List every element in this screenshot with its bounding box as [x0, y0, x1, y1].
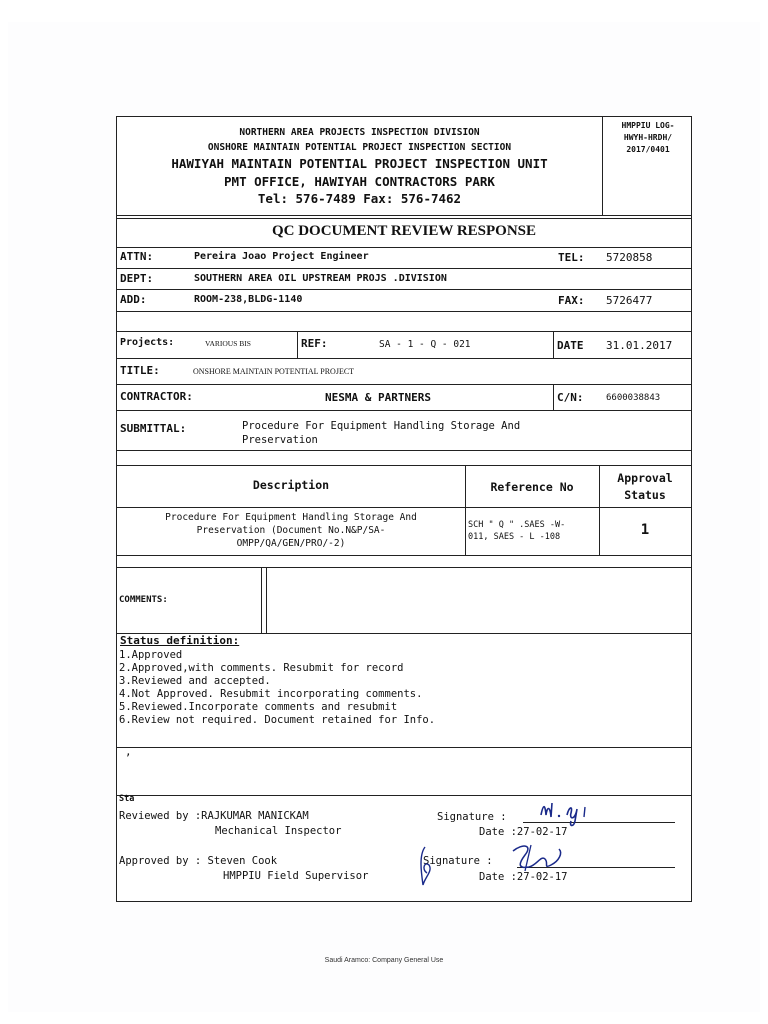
projects-label: Projects:: [120, 337, 175, 348]
signature-label-1: Signature :: [437, 811, 507, 823]
stray-mark: ,: [125, 745, 132, 758]
divider: [117, 311, 691, 312]
attn-value: Pereira Joao Project Engineer: [194, 251, 369, 262]
approval-header-line-1: Approval: [617, 471, 673, 485]
divider: [117, 555, 691, 556]
tel-value: 5720858: [606, 251, 653, 264]
reviewed-by: Reviewed by :RAJKUMAR MANICKAM: [119, 810, 309, 822]
divider: [117, 747, 691, 748]
approval-status-value: 1: [640, 522, 650, 538]
description-cell-line-2: Preservation (Document No.N&P/SA-: [196, 525, 386, 536]
fax-value: 5726477: [606, 294, 653, 307]
divider: [266, 567, 267, 633]
header-line-4: PMT OFFICE, HAWIYAH CONTRACTORS PARK: [224, 174, 495, 189]
status-item: 3.Reviewed and accepted.: [119, 675, 271, 687]
divider: [117, 507, 691, 508]
reviewer-signature: [535, 799, 605, 829]
status-definition-heading: Status definition:: [120, 634, 240, 647]
projects-value: VARIOUS BIS: [205, 339, 251, 348]
date-label: DATE: [557, 339, 584, 352]
reference-cell-line-1: SCH " Q " .SAES -W-: [468, 520, 566, 530]
divider: [465, 465, 466, 555]
cn-value: 6600038843: [606, 393, 661, 403]
submittal-label: SUBMITTAL:: [120, 422, 187, 435]
attn-label: ATTN:: [120, 250, 154, 263]
header-line-2: ONSHORE MAINTAIN POTENTIAL PROJECT INSPECTION SECTION: [207, 142, 512, 153]
header-line-3: HAWIYAH MAINTAIN POTENTIAL PROJECT INSPECTION UNIT: [171, 156, 548, 171]
review-form: [116, 116, 692, 902]
divider: [117, 268, 691, 269]
submittal-line-2: Preservation: [242, 434, 318, 446]
log-number-line-2: HWYH-HRDH/: [623, 133, 673, 142]
sta-label: Sta: [119, 794, 135, 804]
divider: [553, 331, 554, 358]
title-label: TITLE:: [120, 364, 160, 377]
signature-label-2: Signature :: [423, 855, 493, 867]
contractor-label: CONTRACTOR:: [120, 390, 193, 403]
divider: [117, 289, 691, 290]
approver-signature: [413, 841, 593, 891]
date-2: Date :27-02-17: [479, 871, 568, 883]
contractor-value: NESMA & PARTNERS: [325, 391, 431, 404]
approved-role: HMPPIU Field Supervisor: [223, 870, 369, 882]
dept-label: DEPT:: [120, 272, 154, 285]
dept-value: SOUTHERN AREA OIL UPSTREAM PROJS .DIVISION: [194, 273, 447, 284]
ref-value: SA - 1 - Q - 021: [379, 339, 471, 350]
comments-label: COMMENTS:: [119, 595, 168, 605]
header-phone: Tel: 576-7489 Fax: 576-7462: [257, 191, 462, 206]
date-1: Date :27-02-17: [479, 826, 568, 838]
header-line-1: NORTHERN AREA PROJECTS INSPECTION DIVISION: [239, 127, 480, 138]
date-value: 31.01.2017: [606, 339, 673, 352]
header-divider: [602, 117, 603, 215]
divider: [117, 795, 691, 796]
description-cell-line-1: Procedure For Equipment Handling Storage And: [165, 512, 417, 523]
add-label: ADD:: [120, 293, 147, 306]
divider: [117, 410, 691, 411]
divider: [117, 247, 691, 248]
divider: [117, 450, 691, 451]
footer-classification: Saudi Aramco: Company General Use: [324, 957, 444, 964]
fax-label: FAX:: [558, 294, 585, 307]
divider: [117, 215, 691, 216]
form-title: QC DOCUMENT REVIEW RESPONSE: [271, 223, 537, 239]
approved-by: Approved by : Steven Cook: [119, 855, 278, 867]
description-cell-line-3: OMPP/QA/GEN/PRO/-2): [236, 538, 346, 549]
reviewed-role: Mechanical Inspector: [215, 825, 342, 837]
divider: [261, 567, 262, 633]
ref-label: REF:: [301, 337, 328, 350]
divider: [117, 331, 691, 332]
tel-label: TEL:: [558, 251, 585, 264]
divider: [117, 358, 691, 359]
status-item: 4.Not Approved. Resubmit incorporating comments.: [119, 688, 423, 700]
divider: [297, 331, 298, 358]
status-item: 1.Approved: [119, 649, 183, 661]
reference-cell-line-2: 011, SAES - L -108: [468, 532, 561, 542]
divider: [117, 384, 691, 385]
divider: [117, 567, 691, 568]
log-number-line-1: HMPPIU LOG-: [621, 121, 675, 130]
title-value: ONSHORE MAINTAIN POTENTIAL PROJECT: [193, 367, 355, 376]
reference-header: Reference No: [490, 480, 574, 494]
status-item: 6.Review not required. Document retained for Info.: [119, 714, 436, 726]
status-item: 5.Reviewed.Incorporate comments and resubmit: [119, 701, 398, 713]
cn-label: C/N:: [557, 391, 584, 404]
divider: [117, 218, 691, 219]
description-header: Description: [252, 478, 330, 492]
submittal-line-1: Procedure For Equipment Handling Storage And: [242, 420, 521, 432]
log-number-line-3: 2017/0401: [626, 145, 670, 154]
add-value: ROOM-238,BLDG-1140: [194, 294, 303, 305]
approval-header-line-2: Status: [624, 488, 666, 502]
status-item: 2.Approved,with comments. Resubmit for record: [119, 662, 404, 674]
divider: [117, 465, 691, 466]
divider: [553, 384, 554, 410]
